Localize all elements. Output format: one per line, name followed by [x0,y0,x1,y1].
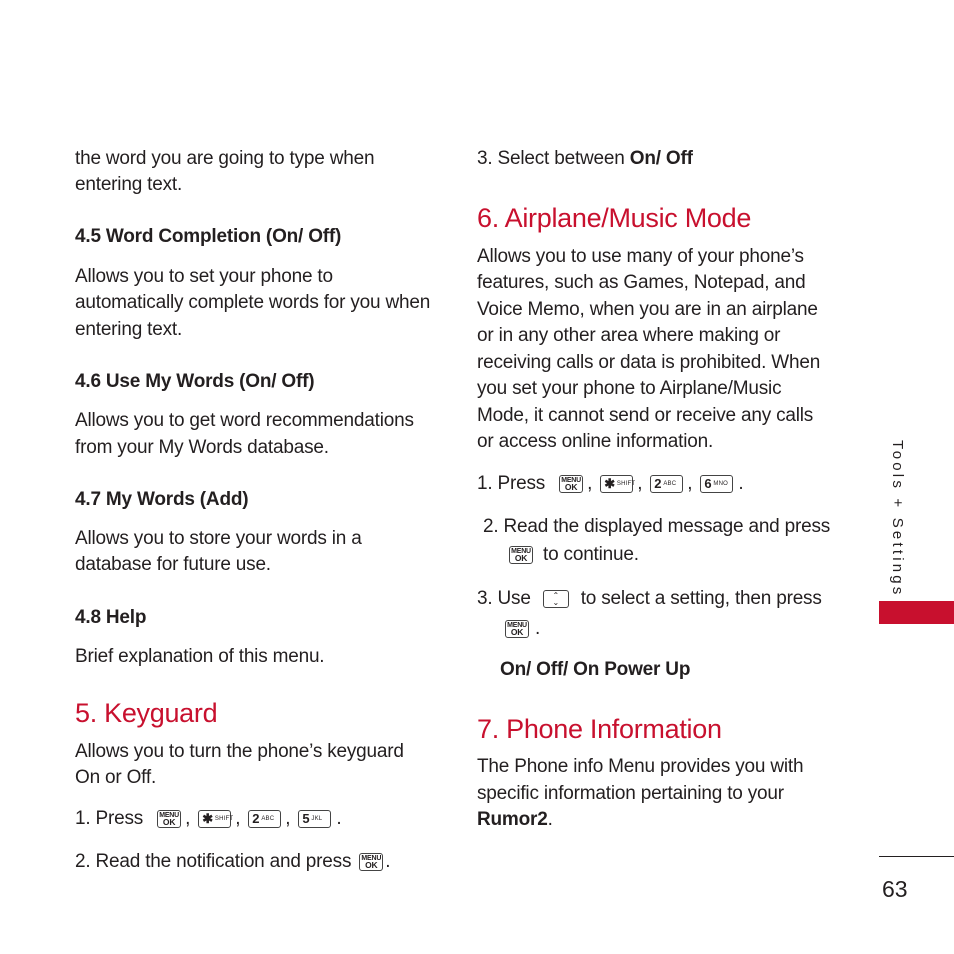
key-2-abc-icon: 2 ABC [650,475,683,493]
step-text: 2. Read the notification and press [75,851,352,872]
step-text: 1. Press [75,808,144,829]
navigation-key-icon: ⌃ ⌄ [543,590,569,608]
airplane-step-2-cont [507,542,639,569]
option-list: On/ Off/ On Power Up [500,659,691,680]
section-7-text: specific information pertaining to your [477,783,784,804]
airplane-step-1: 1. Press MENU OK , ✱ SHIFT , 2 ABC , 6 MNO . [477,471,743,498]
section-4-6-text: Allows you to get word recommendations [75,410,414,431]
section-6-text: Allows you to use many of your phone’s [477,246,804,267]
section-4-5-text: entering text. [75,319,183,340]
intro-line: the word you are going to type when [75,148,375,169]
product-name: Rumor2 [477,809,548,830]
option-list: On/ Off [629,148,693,169]
section-4-7-text: database for future use. [75,554,271,575]
menu-ok-key-icon: MENU OK [359,853,383,871]
step-text: 3. Use [477,588,531,609]
section-4-6-heading: 4.6 Use My Words (On/ Off) [75,371,315,392]
section-6-text: Mode, it cannot send or receive any calls [477,405,814,426]
airplane-step-3 [477,586,822,613]
menu-ok-key-icon: MENU OK [509,546,533,564]
intro-line: entering text. [75,174,183,195]
footer-rule [879,856,954,857]
airplane-step-2: 2. Read the displayed message and press [483,516,831,537]
section-7-text: Rumor2. [477,809,553,830]
select-step-3: 3. Select between On/ Off [477,148,693,169]
section-5-heading: 5. Keyguard [75,698,218,728]
keyguard-step-1: 1. Press MENU OK , ✱ SHIFT , 2 ABC , 5 JKL . [75,806,341,833]
section-6-heading: 6. Airplane/Music Mode [477,203,752,233]
section-4-5-heading: 4.5 Word Completion (On/ Off) [75,226,342,247]
shift-key-icon: ✱ SHIFT [600,475,633,493]
step-text: 1. Press [477,473,546,494]
chapter-tab-marker [879,601,954,624]
section-4-7-text: Allows you to store your words in a [75,528,362,549]
section-4-6-text: from your My Words database. [75,437,329,458]
menu-ok-key-icon: MENU OK [157,810,181,828]
section-6-text: or access online information. [477,431,714,452]
shift-key-icon: ✱ SHIFT [198,810,231,828]
section-5-text: On or Off. [75,767,157,788]
page-number: 63 [882,876,908,902]
section-4-8-text: Brief explanation of this menu. [75,646,325,667]
key-6-mno-icon: 6 MNO [700,475,733,493]
keyguard-step-2: 2. Read the notification and press MENU OK . [75,849,390,876]
key-5-jkl-icon: 5 JKL [298,810,331,828]
step-text: to select a setting, then press [580,588,822,609]
section-6-text: receiving calls or data is prohibited. When [477,352,821,373]
section-4-5-text: automatically complete words for you when [75,292,431,313]
step-text: to continue. [543,544,639,565]
menu-ok-key-icon: MENU OK [559,475,583,493]
section-4-8-heading: 4.8 Help [75,607,147,628]
menu-ok-key-icon: MENU OK [505,620,529,638]
section-6-text: Voice Memo, when you are in an airplane [477,299,818,320]
airplane-step-3-cont: MENU OK . [503,616,540,643]
key-2-abc-icon: 2 ABC [248,810,281,828]
section-5-text: Allows you to turn the phone’s keyguard [75,741,404,762]
section-7-heading: 7. Phone Information [477,714,722,744]
section-6-text: features, such as Games, Notepad, and [477,272,806,293]
section-7-text: The Phone info Menu provides you with [477,756,804,777]
section-4-5-text: Allows you to set your phone to [75,266,333,287]
chapter-tab-label: Tools + Settings [889,440,906,598]
section-6-text: you set your phone to Airplane/Music [477,378,782,399]
section-4-7-heading: 4.7 My Words (Add) [75,489,249,510]
section-6-text: or in any other area where making or [477,325,781,346]
